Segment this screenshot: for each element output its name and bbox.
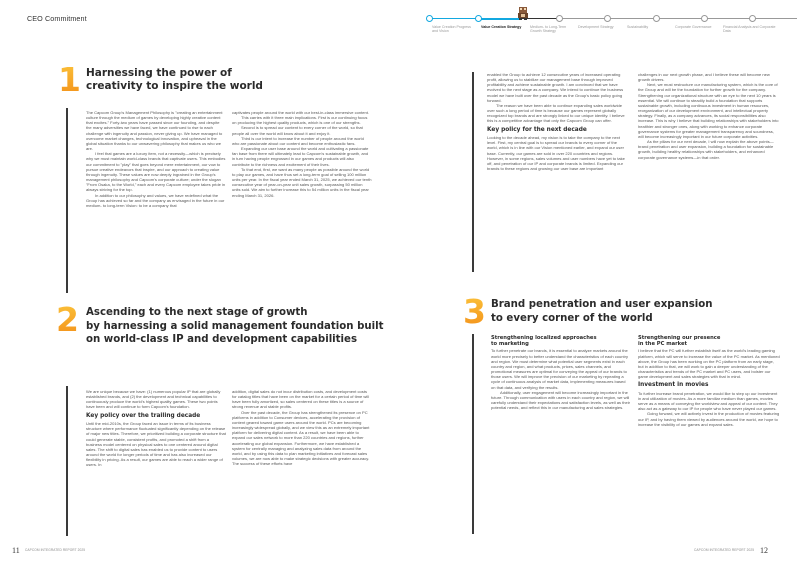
subheading-line: in the PC market	[638, 341, 687, 348]
paragraph: Next, we must restructure our manufacturing system, which is the core of the Group and will be the foundation for further growth for the company. Strengthening our organizational structure with an eye to the next 10 years is essential. We will continue to steadily build a foundation that supports sustainable growth, including continuous investment in human resources, reorganization of our development environment, and intellectual property strategy. Finally, as a company advances, its social responsibilities also increase. This is why I believe that building relationships with stakeholders into healthier and stronger ones, along with working to enhance corporate governance systems for greater management transparency and soundness, will become increasingly important in our future corporate activities.	[638, 82, 779, 139]
section3-col2	[638, 335, 780, 427]
section2-rule	[66, 386, 68, 536]
paragraph: Third is our intent to increase the number of people around the world who are passionate about our content and become enthusiastic fans.	[232, 135, 364, 146]
section2-col1	[86, 389, 226, 468]
paragraph: To further penetrate our brands, it is essential to analyze markets around the world more precisely to better understand the characteristics of each country and region. We must determine what potential user segments exist in each country and region, and what products, prices, sales channels, and promotional measures are optimal for conveying the appeal of our brands to those users. We will improve the precision of our marketing by repeating a cycle of continuous analysis of market data, implementing measures based on that data, and verifying the results.	[491, 348, 628, 390]
paragraph: Going forward, we will actively invest in the production of movies featuring our IP, and by having them viewed by audiences around the world, we hope to increase the visibility of our games and expand sales.	[638, 411, 780, 427]
nav-step-2[interactable]: Value Creation Strategy	[481, 25, 522, 29]
paragraph: Second is to spread our content to every corner of the world, so that people all over the world will know about it and enjoy it.	[232, 125, 363, 136]
nav-step-5[interactable]: Sustainability	[627, 25, 649, 29]
nav-line-upcoming	[557, 18, 797, 19]
subheading-line: Strengthening our presence	[638, 335, 721, 341]
subheading-key-policy-next-decade: Key policy for the next decade	[487, 126, 587, 133]
section2-heading-line3: on world-class IP and development capabilities	[86, 334, 358, 345]
nav-node-6[interactable]	[701, 15, 708, 22]
nav-node-1[interactable]	[426, 15, 433, 22]
section2-heading	[86, 306, 384, 347]
section2-heading-line1: Ascending to the next stage of growth	[86, 307, 308, 318]
section1-col1	[86, 110, 226, 208]
paragraph: Until the mid-2010s, the Group faced an issue in terms of its business structure where performance fluctuated significantly depending on the release of major new titles. Therefore, we prioritized building a corporate structure that could generate stable, consistent profits, and promoted a shift from a business model centered on physical sales to one centered around digital sales. The shift to digital sales has enabled us to provide content to users around the world for longer periods of time and has also increased our flexibility in pricing. As a result, our games are able to reach a wider range of users. In	[86, 421, 226, 468]
page-number-left: 11	[12, 546, 20, 555]
section-number-3: 3	[463, 292, 486, 331]
subheading-key-policy-trailing-decade: Key policy over the trailing decade	[86, 412, 201, 419]
page-number-right: 12	[760, 546, 768, 555]
nav-step-7[interactable]: Financial Analysis and Corporate Data	[723, 25, 776, 34]
section3-heading	[491, 298, 713, 326]
nav-node-5[interactable]	[653, 15, 660, 22]
paragraph: Additionally, user engagement will become increasingly important in the future. Through communication with users in each country and region, we will carefully understand their expectations and satisfaction levels, as well as their potential needs, and reflect this in our manufacturing and sales strategies.	[491, 389, 631, 411]
paragraph: In addition to our philosophy and values, we have redefined what the Group has achieved so far and the company as envisaged in the future in our medium- to long-term Vision: to be a company that	[86, 192, 225, 208]
section-label: CEO Commitment	[27, 14, 87, 23]
paragraph: The reason we have been able to continue expanding sales worldwide over such a long period of time is because our games represent globally recognized top brands and are strongly linked to our unique identity. I believe this is a competitive advantage that only the Capcom Group can offer.	[487, 102, 625, 124]
section3-col1	[491, 335, 631, 410]
paragraph: challenges in our next growth phase, and I believe these will become new growth drivers.	[638, 72, 770, 83]
paragraph: To further increase brand penetration, we would like to step up our investment in and utilization of movies. As a more familiar medium than games, movies serve as a means of conveying the worldview and appeal of our content. They also act as a gateway to our IP for people who have never played our games.	[638, 390, 778, 412]
footer-report-title-right: CAPCOM INTEGRATED REPORT 2025	[694, 548, 755, 552]
paragraph: captivates people around the world with our best-in-class immersive content.	[232, 110, 369, 115]
section1-rule	[66, 108, 68, 293]
paragraph: We are unique because we have: (1) numerous popular IP that are globally established brands, and (2) the development and technical capabilities to continuously produce the world's highest quality games. These two points have been and will continue to form Capcom's foundation.	[86, 389, 221, 410]
progress-nav	[426, 14, 798, 54]
section1-heading-line1: Harnessing the power of	[86, 67, 232, 79]
subheading-investment-movies: Investment in movies	[638, 382, 709, 389]
paragraph: I believe that the PC will further establish itself as the world's leading gaming platform, which will serve to increase the value of the PC market. As mentioned above, the Group has been working on the PC platform from an early stage, but in addition to that, we will work to gain a deeper understanding of the characteristics and trends of the PC market and PC users, and bolster our game development and sales strategies with that in mind.	[638, 348, 780, 380]
paragraph: enabled the Group to achieve 12 consecutive years of increased operating profit, allowing us to stabilize our management base through improved profitability and achieve sustainable growth. I am convinced that we have evolved to the next stage as a company. We intend to continue the business model we have built over the past decade as the Group's basic policy going forward.	[487, 72, 624, 103]
nav-node-7[interactable]	[749, 15, 756, 22]
footer-report-title-left: CAPCOM INTEGRATED REPORT 2025	[25, 548, 86, 552]
paragraph: Over the past decade, the Group has strengthened its presence on PC platforms in addition to Consumer devices, accelerating the provision of content geared toward game users around the world. PCs are becoming increasingly widespread globally, and we view this as an extremely important platform for delivering digital content. As a result, we have been able to expand our sales network to more than 220 countries and regions, further accelerating our global expansion. Furthermore, we have established a system for centrally managing and analyzing sales data from around the world, and by using this data to plan marketing initiatives and forecast sales volumes, we are now able to make strategic decisions with greater accuracy. The success of these efforts have	[232, 409, 370, 467]
section1-col3	[487, 72, 627, 171]
paragraph: addition, digital sales do not incur distribution costs, and development costs for catalog titles that have been on the market for a certain period of time will have been fully amortized, so sales centered on these titles is a source of strong revenue and stable profits.	[232, 389, 369, 410]
section1-col2	[232, 110, 372, 198]
section1-col4	[638, 72, 780, 160]
nav-line-done	[429, 18, 478, 19]
subheading-pc-market	[638, 335, 780, 347]
paragraph: The Capcom Group's Management Philosophy is "creating an entertainment culture through the medium of games by developing highly creative content that excites." Forty-two years have passed since our founding, and despite the many adversities we have faced, we have continued to rise to each challenge with ingenuity and passion, never giving up. We have managed to overcome market changes, technological innovation, and upheaval in the global situation thanks to our unwavering philosophy that makes us who we are.	[86, 110, 223, 152]
section3-heading-line1: Brand penetration and user expansion	[491, 299, 713, 310]
paragraph: Looking to the decade ahead, my vision is to take the company to the next level. First, my central goal is to spread our brands to every corner of the world, which is in line with our Vision mentioned earlier, and expand our user base. Currently, our games are sold in over 220 countries and regions. However, in some regions, sales volumes and user numbers have yet to take off, and penetration of our IP and corporate brands is limited. Expanding our brands to these regions and growing our user base are important	[487, 135, 625, 171]
section2-heading-line2: by harnessing a solid management foundation built	[86, 320, 384, 332]
subheading-line: to marketing	[491, 341, 529, 348]
nav-node-3[interactable]	[556, 15, 563, 22]
section-number-1: 1	[58, 60, 81, 99]
paragraph: I feel that games are a luxury item, not a necessity—which is precisely why we must maintain world-class brands that captivate users. This embodies our commitment to "play" that goes beyond mere entertainment, our vow to pursue creative endeavors that inspire, and our approach to creating value through ingenuity. These values are now deeply ingrained in the Group's management philosophy and Capcom's corporate culture; under the slogan "From Osaka, to the World," each and every Capcom employee takes pride in always striving for the top.	[86, 151, 226, 193]
nav-step-4[interactable]: Development Strategy	[578, 25, 614, 29]
section1-rule-right	[472, 72, 474, 272]
section2-col2	[232, 389, 372, 466]
nav-line-current	[478, 18, 522, 20]
paragraph: To that end, first, we want as many people as possible around the world to play our games, and have thus set a long-term goal of selling 100 million units per year. In the fiscal year ended March 31, 2025, we achieved our tenth consecutive year of year-on-year unit sales growth, surpassing 50 million units sold. We aim to further increase this to 54 million units in the fiscal year ending March 31, 2026.	[232, 166, 372, 198]
subheading-localized-marketing	[491, 335, 631, 347]
mascot-icon	[517, 6, 529, 20]
section3-heading-line2: to every corner of the world	[491, 313, 653, 324]
section-number-2: 2	[56, 300, 79, 339]
section1-heading-line2: creativity to inspire the world	[86, 80, 263, 92]
section1-heading	[86, 67, 263, 93]
nav-node-2[interactable]	[475, 15, 482, 22]
paragraph: As the pillars for our next decade, I will now explain the above points—brand penetration and user expansion, building a foundation for sustainable growth, building healthy relationships with stakeholders, and enhanced corporate governance systems—in that order.	[638, 139, 774, 160]
subheading-line: Strengthening localized approaches	[491, 335, 597, 341]
paragraph: This carries with it three main implications. First is our continuing focus on producing the highest quality products, which is one of our strengths.	[232, 115, 368, 126]
nav-node-4[interactable]	[604, 15, 611, 22]
nav-step-6[interactable]: Corporate Governance	[675, 25, 712, 29]
nav-step-1[interactable]: Value Creation Progress and Vision	[432, 25, 471, 34]
paragraph: Expanding our user base around the world and cultivating a passionate fan base from there will ultimately lead to Capcom's sustainable growth, and in turn having people engrossed in our games and products will also contribute to the richness and excitement of their lives.	[232, 146, 369, 167]
nav-step-3[interactable]: Medium- to Long-Term Growth Strategy	[530, 25, 567, 34]
section3-rule	[472, 334, 474, 534]
